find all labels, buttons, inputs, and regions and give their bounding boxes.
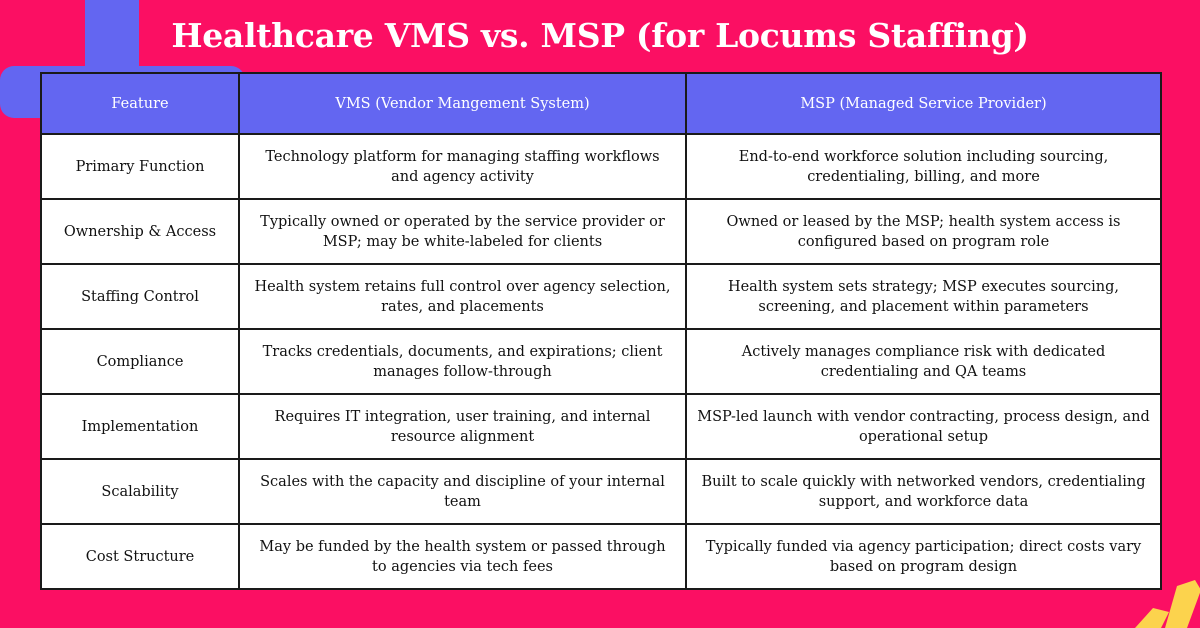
table-row <box>41 459 1161 524</box>
msp-cell: Built to scale quickly with networked vendors, credentialing support, and workforce data <box>686 459 1161 524</box>
table-row <box>41 134 1161 199</box>
feature-cell: Staffing Control <box>41 264 239 329</box>
page-title: Healthcare VMS vs. MSP (for Locums Staffing) <box>171 16 1029 55</box>
vms-cell: Requires IT integration, user training, and internal resource alignment <box>239 394 686 459</box>
msp-cell: Health system sets strategy; MSP executes sourcing, screening, and placement within parameters <box>686 264 1161 329</box>
feature-cell: Primary Function <box>41 134 239 199</box>
vms-cell: Scales with the capacity and discipline of your internal team <box>239 459 686 524</box>
msp-cell: Actively manages compliance risk with dedicated credentialing and QA teams <box>686 329 1161 394</box>
msp-cell: Typically funded via agency participation; direct costs vary based on program design <box>686 524 1161 589</box>
feature-cell: Ownership & Access <box>41 199 239 264</box>
table-row <box>41 264 1161 329</box>
msp-cell: End-to-end workforce solution including sourcing, credentialing, billing, and more <box>686 134 1161 199</box>
header-msp: MSP (Managed Service Provider) <box>686 73 1161 134</box>
header-vms: VMS (Vendor Mangement System) <box>239 73 686 134</box>
table-header-row <box>41 73 1161 134</box>
feature-cell: Implementation <box>41 394 239 459</box>
vms-cell: Typically owned or operated by the service provider or MSP; may be white-labeled for clients <box>239 199 686 264</box>
table-row <box>41 524 1161 589</box>
vms-cell: Technology platform for managing staffing workflows and agency activity <box>239 134 686 199</box>
table-row <box>41 394 1161 459</box>
feature-cell: Cost Structure <box>41 524 239 589</box>
msp-cell: MSP-led launch with vendor contracting, process design, and operational setup <box>686 394 1161 459</box>
comparison-table <box>40 72 1162 590</box>
vms-cell: Tracks credentials, documents, and expirations; client manages follow-through <box>239 329 686 394</box>
vms-cell: Health system retains full control over agency selection, rates, and placements <box>239 264 686 329</box>
header-feature: Feature <box>41 73 239 134</box>
feature-cell: Compliance <box>41 329 239 394</box>
feature-cell: Scalability <box>41 459 239 524</box>
table-row <box>41 199 1161 264</box>
vms-cell: May be funded by the health system or passed through to agencies via tech fees <box>239 524 686 589</box>
table-row <box>41 329 1161 394</box>
msp-cell: Owned or leased by the MSP; health system access is configured based on program role <box>686 199 1161 264</box>
